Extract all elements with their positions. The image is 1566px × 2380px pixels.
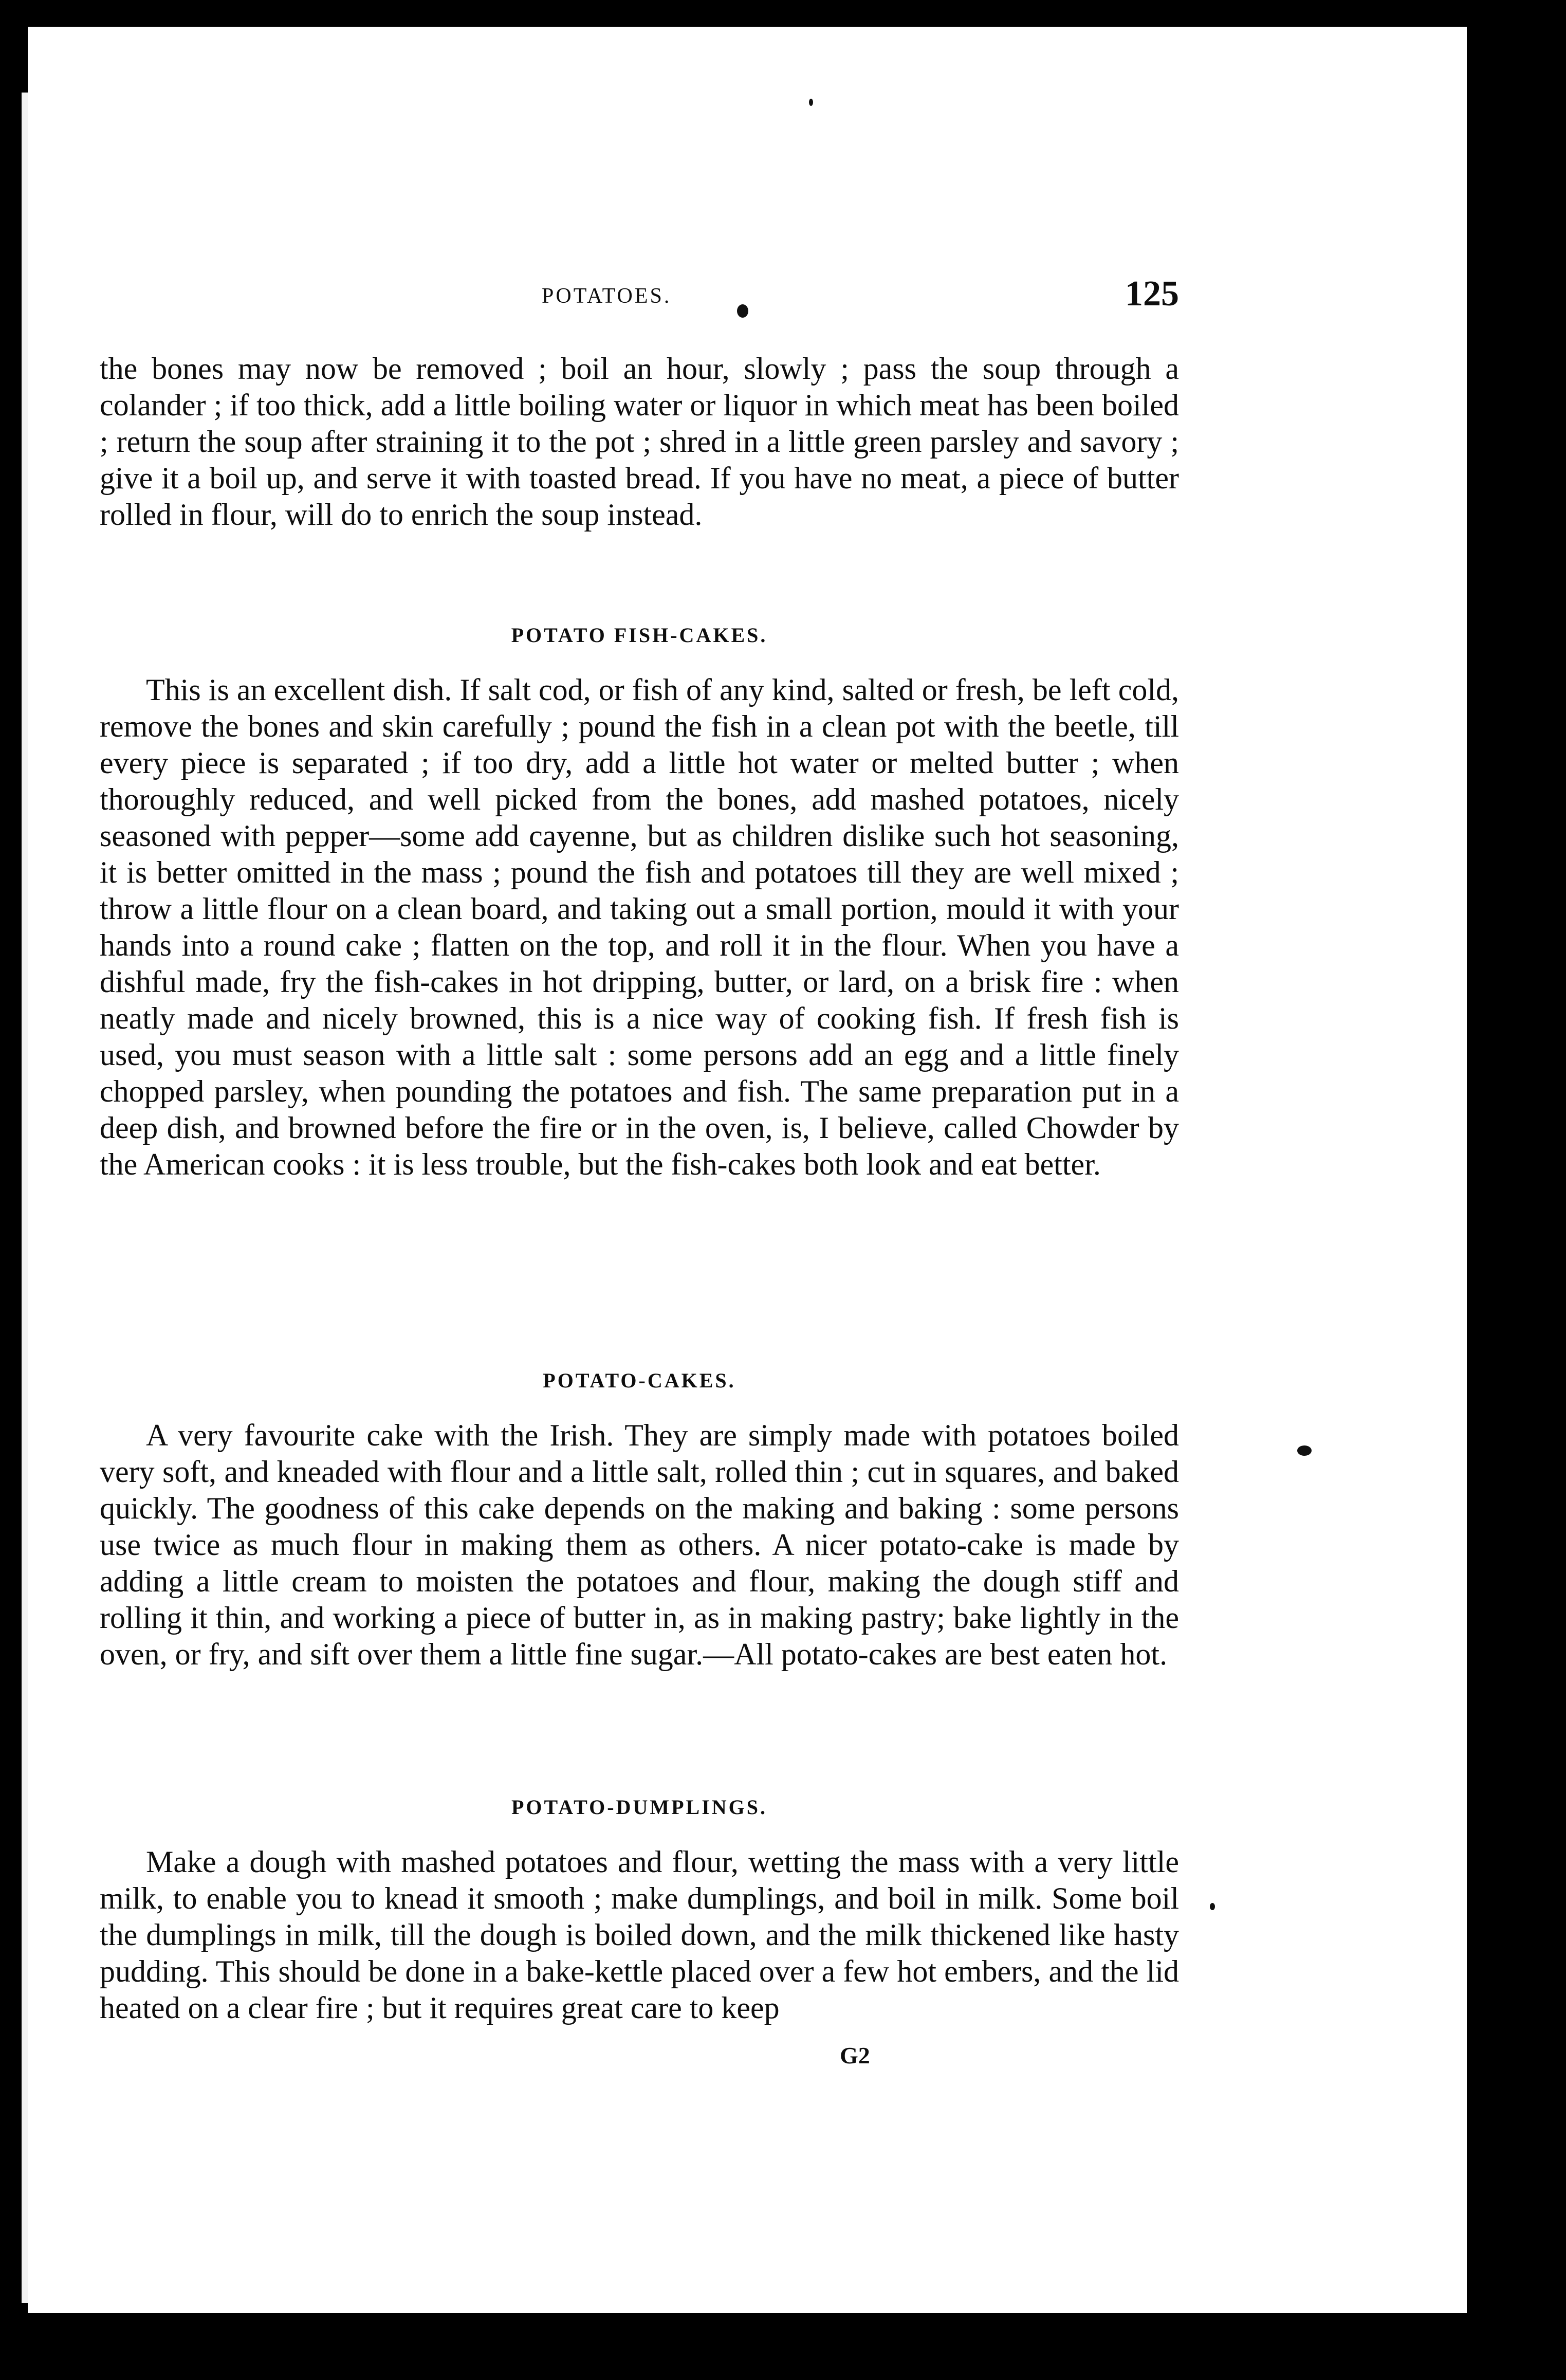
heading-potato-dumplings: POTATO-DUMPLINGS. — [511, 1796, 768, 1819]
dumplings-paragraph: Make a dough with mashed potatoes and flour, wetting the mass with a very little milk, to enable you to knead it smooth ; make dumplings, and boil in milk. Some boil the dumplings in milk, till the dough is boiled down, and the milk thickened like hasty pudding. This should be done in a bake-kettle placed over a few hot embers, and the lid heated on a clear fire ; but it requires great care to keep — [100, 1845, 1179, 2025]
book-edge — [22, 93, 28, 2303]
heading-potato-cakes: POTATO-CAKES. — [543, 1369, 736, 1392]
heading-potato-fish-cakes: POTATO FISH-CAKES. — [511, 624, 768, 647]
scan-border-left — [0, 0, 22, 2380]
fish-cakes-paragraph: This is an excellent dish. If salt cod, or fish of any kind, salted or fresh, be left cold, remove the bones and skin carefully ; pound the fish in a clean pot with the beetle, till every piece is separated ; if too dry, add a little hot water or melted butter ; when thoroughly reduced, and well picked from the bones, add mashed potatoes, nicely seasoned with pepper—some add cayenne, but as children dislike such hot seasoning, it is better omitted in the mass ; pound the fish and potatoes till they are well mixed ; throw a little flour on a clean board, and taking out a small portion, mould it with your hands into a round cake ; flatten on the top, and roll it in the flour. When you have a dishful made, fry the fish-cakes in hot dripping, butter, or lard, on a brisk fire : when neatly made and nicely browned, this is a nice way of cooking fish. If fresh fish is used, you must season with a little salt : some persons add an egg and a little finely chopped parsley, when pounding the potatoes and fish. The same preparation put in a deep dish, and browned before the fire or in the oven, is, I believe, called Chowder by the American cooks : it is less trouble, but the fish-cakes both look and eat better. — [100, 673, 1179, 1181]
ink-speck — [737, 304, 748, 318]
running-title: POTATOES. — [542, 284, 672, 308]
page-header — [100, 273, 1179, 320]
book-page — [28, 27, 1467, 2313]
ink-speck — [1210, 1903, 1215, 1910]
signature-mark: G2 — [840, 2042, 870, 2068]
ink-speck — [1297, 1445, 1312, 1456]
potato-cakes-paragraph: A very favourite cake with the Irish. They are simply made with potatoes boiled very soft, and kneaded with flour and a little salt, rolled thin ; cut in squares, and baked quickly. The goodness of this cake depends on the making and baking : some persons use twice as much flour in making them as others. A nicer potato-cake is made by adding a little cream to moisten the potatoes and flour, making the dough stiff and rolling it thin, and working a piece of butter in, as in making pastry; bake lightly in the oven, or fry, and sift over them a little fine sugar.—All potato-cakes are best eaten hot. — [100, 1418, 1179, 1671]
soup-continuation-paragraph: the bones may now be removed ; boil an hour, slowly ; pass the soup through a colander ; if too thick, add a little boiling water or liquor in which meat has been boiled ; return the soup after straining it to the pot ; shred in a little green parsley and savory ; give it a boil up, and serve it with toasted bread. If you have no meat, a piece of butter rolled in flour, will do to enrich the soup instead. — [100, 352, 1179, 532]
ink-speck — [809, 99, 813, 106]
page-number: 125 — [1125, 274, 1179, 314]
